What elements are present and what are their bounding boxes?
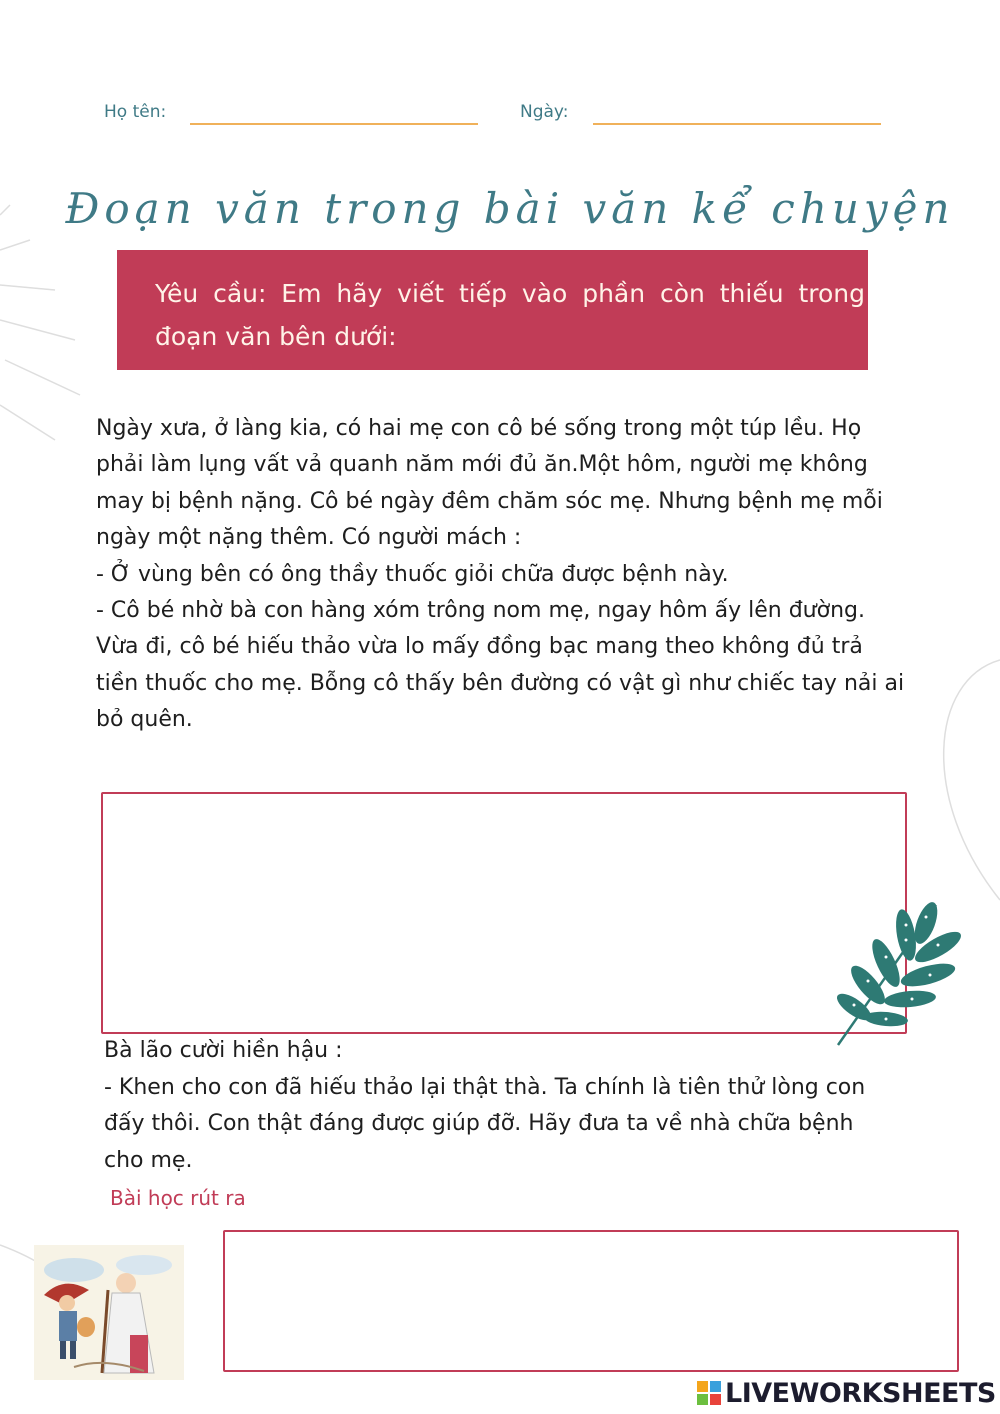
page-title: Đoạn văn trong bài văn kể chuyện [65,184,955,233]
story-paragraph: Ngày xưa, ở làng kia, có hai mẹ con cô bé sống trong một túp lều. Họ phải làm lụng vất vả quanh năm mới đủ ăn.Một hôm, người mẹ không may bị bệnh nặng. Cô bé ngày đêm chăm sóc mẹ. Nhưng bệnh mẹ mỗi ngày một nặng thêm. Có người mách : [96,416,883,551]
name-label: Họ tên: [104,102,167,122]
instruction-banner [117,250,868,370]
story-paragraph: - Cô bé nhờ bà con hàng xóm trông nom mẹ, ngay hôm ấy lên đường. [96,598,865,624]
instruction-text: Yêu cầu: Em hãy viết tiếp vào phần còn thiếu trong đoạn văn bên dưới: [155,279,865,351]
ending-text [104,1033,884,1179]
story-paragraph: Vừa đi, cô bé hiếu thảo vừa lo mấy đồng bạc mang theo không đủ trả tiền thuốc cho mẹ. Bỗng cô thấy bên đường có vật gì như chiếc tay nải ai bỏ quên. [96,634,905,733]
name-input-line[interactable] [190,123,478,125]
brand-name: LIVEWORKSHEETS [725,1377,996,1409]
lesson-answer-box[interactable] [223,1230,959,1372]
liveworksheets-logo-icon [697,1381,721,1405]
story-illustration [34,1245,184,1380]
liveworksheets-brand [697,1376,996,1410]
leaf-icon [818,895,963,1050]
story-answer-box[interactable] [101,792,907,1034]
lesson-label: Bài học rút ra [110,1186,246,1210]
ending-paragraph: Bà lão cười hiền hậu : [104,1038,343,1063]
story-paragraph: - Ở vùng bên có ông thầy thuốc giỏi chữa được bệnh này. [96,561,729,587]
story-text [96,411,908,739]
ending-paragraph: - Khen cho con đã hiếu thảo lại thật thà. Ta chính là tiên thử lòng con đấy thôi. Con thật đáng được giúp đỡ. Hãy đưa ta về nhà chữa bệnh cho mẹ. [104,1074,866,1173]
date-input-line[interactable] [593,123,881,125]
date-label: Ngày: [520,102,569,122]
